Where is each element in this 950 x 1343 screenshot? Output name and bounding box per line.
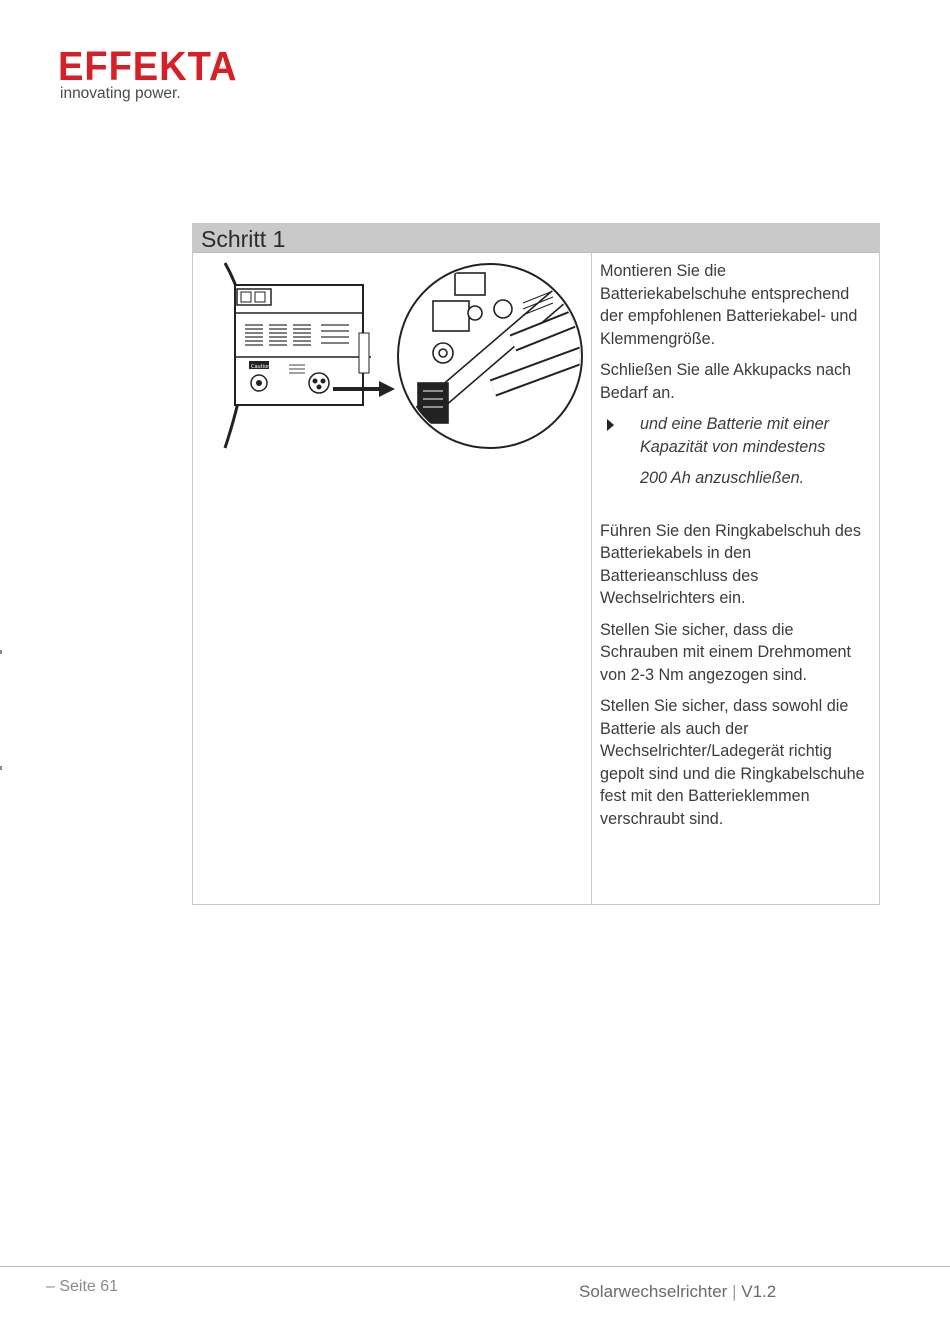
inverter-illustration (193, 253, 591, 463)
step-table (192, 223, 880, 905)
instruction-paragraph: Stellen Sie sicher, dass die Schrauben mit einem Drehmoment von 2-3 Nm angezogen sind. (600, 620, 852, 684)
step-body (193, 253, 879, 904)
instruction-paragraph: Führen Sie den Ringkabelschuh des Batteriekabels in den Batterieanschluss des Wechselrichters ein. (600, 521, 861, 607)
margin-mark (0, 650, 2, 654)
effekta-logo (58, 44, 258, 102)
document-version: V1.2 (741, 1282, 777, 1301)
page-number: – Seite 61 (46, 1278, 119, 1295)
battery-connection-figure (193, 253, 592, 904)
logo-wordmark: EFFEKTA (58, 43, 238, 89)
footer-document-title (579, 1282, 776, 1302)
step-title: Schritt 1 (193, 224, 879, 253)
bullet-text: und eine Batterie mit einer Kapazität von mindestens (640, 415, 829, 456)
step-instructions (592, 253, 879, 904)
instruction-paragraph: Montieren Sie die Batteriekabelschuhe entsprechend der empfohlenen Batteriekabel- und Klemmengröße. (600, 262, 858, 348)
title-separator: | (732, 1282, 737, 1301)
margin-mark (0, 766, 2, 770)
instruction-paragraph: Stellen Sie sicher, dass sowohl die Batterie als auch der Wechselrichter/Ladegerät richtig gepolt sind und die Ringkabelschuhe fest mit den Batterieklemmen verschraubt sind. (600, 697, 865, 828)
triangle-bullet-icon (600, 413, 640, 458)
document-title: Solarwechselrichter (579, 1282, 728, 1301)
logo-tagline: innovating power. (60, 85, 181, 102)
footer-divider (0, 1266, 950, 1267)
caution-label: Caution (251, 364, 271, 370)
bullet-continuation: 200 Ah anzuschließen. (640, 469, 805, 487)
bullet-item (600, 413, 871, 458)
instruction-paragraph: Schließen Sie alle Akkupacks nach Bedarf an. (600, 361, 852, 402)
